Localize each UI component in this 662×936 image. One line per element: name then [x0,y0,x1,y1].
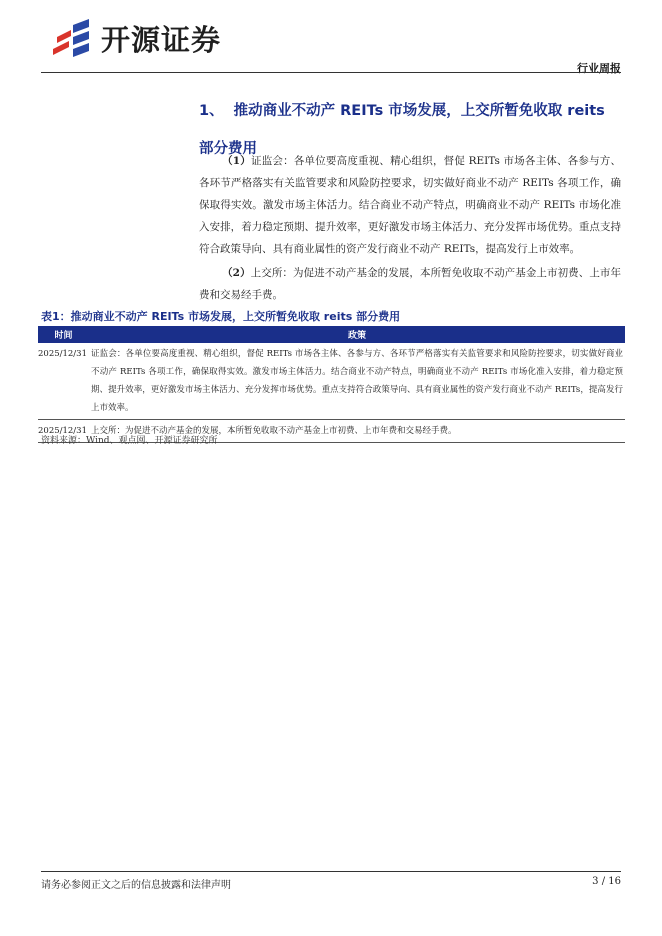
table-caption: 表1：推动商业不动产 REITs 市场发展，上交所暂免收取 reits 部分费用 [41,310,401,323]
page-header [41,18,621,74]
table-cell-policy: 证监会：各单位要高度重视、精心组织，督促 REITs 市场各主体、各参与方、各环节严格落实有关监管要求和风险防控要求，切实做好商业不动产 REITs 各项工作，确保取得实效。激发市场主体活力。结合商业不动产特点，明确商业不动产 REITs 市场化准入安排，着力稳定预期、提升效率，更好激发市场主体活力、充分发挥市场优势。重点支持符合政策导向、具有商业属性的资产发行商业不动产 REITs，提高发行上市效率。 [89,343,625,420]
table-source: 资料来源：Wind、观点网、开源证券研究所 [41,436,218,446]
footer-disclaimer: 请务必参阅正文之后的信息披露和法律声明 [41,880,231,891]
brand-logo-icon [49,19,95,61]
footer-divider [41,871,621,872]
paragraph-1 [199,150,621,260]
table-cell-date: 2025/12/31 [38,343,89,420]
table-header-row [38,326,625,343]
policy-table [38,326,625,443]
report-type: 行业周报 [577,62,621,75]
paragraph-2-text: 上交所：为促进不动产基金的发展，本所暂免收取不动产基金上市初费、上市年费和交易经手费。 [199,267,621,301]
brand-logo [49,18,221,62]
section-number: 1、 [199,103,224,119]
paragraph-2 [199,262,621,306]
paragraph-1-tag: （1） [222,155,252,167]
paragraph-1-text: 证监会：各单位要高度重视、精心组织，督促 REITs 市场各主体、各参与方、各环节严格落实有关监管要求和风险防控要求，切实做好商业不动产 REITs 各项工作，确保取得实效。激发市场主体活力。结合商业不动产特点，明确商业不动产 REITs 市场化准入安排，着力稳定预期、提升效率，更好激发市场主体活力、充分发挥市场优势。重点支持符合政策导向、具有商业属性的资产发行商业不动产 REITs，提高发行上市效率。 [199,155,621,255]
brand-name: 开源证券 [101,23,222,57]
table-cell-date: 2025/12/31 [38,420,89,443]
table-header-date: 时间 [38,326,89,343]
header-divider [41,72,621,73]
section-title-text: 推动商业不动产 REITs 市场发展，上交所暂免收取 reits 部分费用 [199,103,605,157]
paragraph-2-tag: （2） [222,267,251,279]
table-row [38,343,625,420]
page-number: 3 / 16 [592,876,621,887]
table-header-policy: 政策 [89,326,625,343]
table-cell-policy: 上交所：为促进不动产基金的发展，本所暂免收取不动产基金上市初费、上市年费和交易经手费。 [89,420,625,443]
